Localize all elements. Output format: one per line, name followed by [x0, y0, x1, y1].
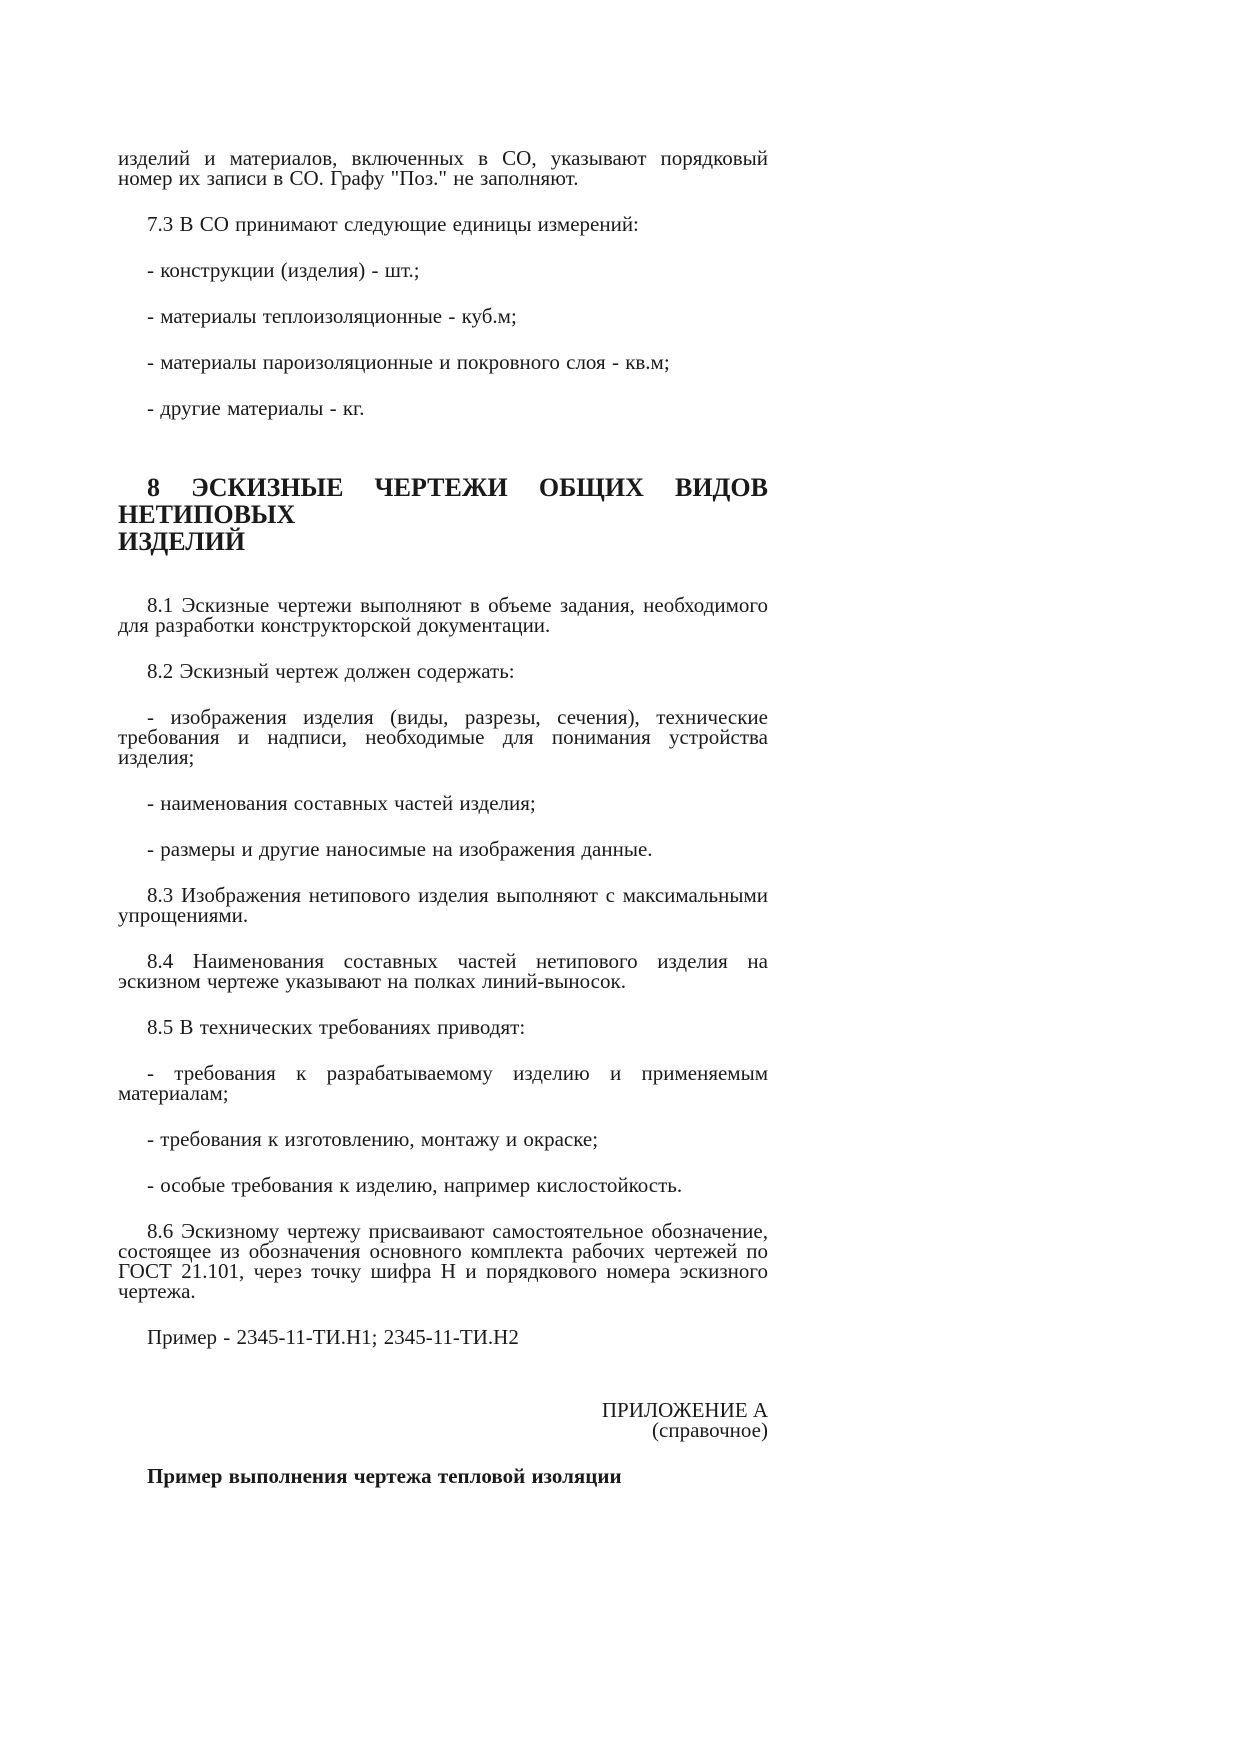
list-item-special-requirements: - особые требования к изделию, например кислостойкость.: [147, 1173, 683, 1197]
text-column: [118, 148, 768, 1512]
paragraph-8-4: 8.4 Наименования составных частей нетипового изделия на эскизном чертеже указывают на полках линий-выносок.: [118, 949, 768, 993]
annex-block: [118, 1400, 768, 1440]
section-8-heading-line2: ИЗДЕЛИЙ: [118, 527, 246, 556]
list-item-constructions: - конструкции (изделия) - шт.;: [147, 258, 420, 282]
list-item-thermal-materials: - материалы теплоизоляционные - куб.м;: [147, 304, 517, 328]
list-item-manufacturing-requirements: - требования к изготовлению, монтажу и окраске;: [147, 1127, 599, 1151]
list-item-product-requirements: - требования к разрабатываемому изделию и применяемым материалам;: [118, 1061, 768, 1105]
annex-title: ПРИЛОЖЕНИЕ А: [601, 1398, 768, 1422]
paragraph-8-6: 8.6 Эскизному чертежу присваивают самостоятельное обозначение, состоящее из обозначения основного комплекта рабочих чертежей по ГОСТ 21.101, через точку шифра Н и порядкового номера эскизного чертежа.: [118, 1219, 768, 1303]
paragraph-8-3: 8.3 Изображения нетипового изделия выполняют с максимальными упрощениями.: [118, 883, 768, 927]
paragraph-8-1: 8.1 Эскизные чертежи выполняют в объеме задания, необходимого для разработки конструкторской документации.: [118, 593, 768, 637]
paragraph-7-3: 7.3 В СО принимают следующие единицы измерений:: [147, 212, 639, 236]
list-item-part-names: - наименования составных частей изделия;: [147, 791, 536, 815]
paragraph-example: Пример - 2345-11-ТИ.Н1; 2345-11-ТИ.Н2: [147, 1325, 519, 1349]
annex-subtitle: (справочное): [652, 1418, 768, 1442]
list-item-dimensions: - размеры и другие наносимые на изображения данные.: [147, 837, 653, 861]
paragraph-8-2: 8.2 Эскизный чертеж должен содержать:: [147, 659, 515, 683]
annex-caption: Пример выполнения чертежа тепловой изоляции: [147, 1464, 622, 1488]
list-item-other-materials: - другие материалы - кг.: [147, 396, 365, 420]
paragraph-8-5: 8.5 В технических требованиях приводят:: [147, 1015, 526, 1039]
paragraph-intro: изделий и материалов, включенных в СО, указывают порядковый номер их записи в СО. Графу "Поз." не заполняют.: [118, 146, 768, 190]
section-8-heading-line1: 8 ЭСКИЗНЫЕ ЧЕРТЕЖИ ОБЩИХ ВИДОВ НЕТИПОВЫХ: [118, 473, 768, 529]
section-8-heading: [118, 474, 768, 555]
list-item-vapor-materials: - материалы пароизоляционные и покровного слоя - кв.м;: [147, 350, 670, 374]
list-item-images: - изображения изделия (виды, разрезы, сечения), технические требования и надписи, необходимые для понимания устройства изделия;: [118, 705, 768, 769]
